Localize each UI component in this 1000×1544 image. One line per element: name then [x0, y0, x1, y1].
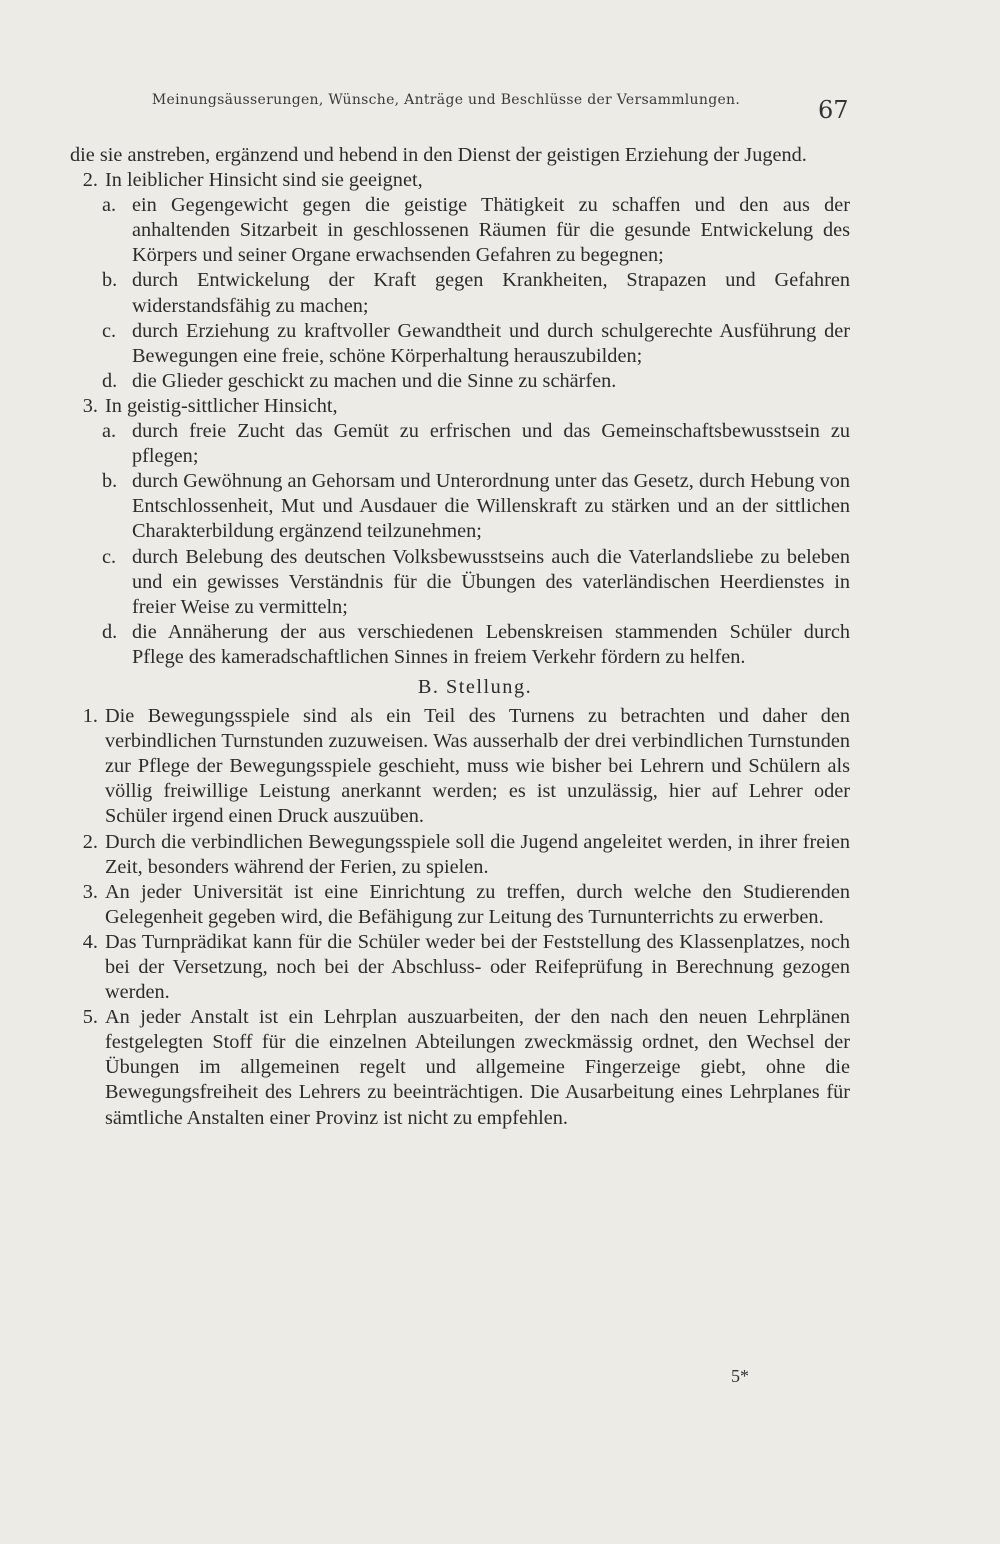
sub-item: [70, 319, 850, 369]
item-text: die Glieder geschickt zu machen und die Sinne zu schärfen.: [132, 369, 617, 392]
item-marker: a.: [102, 194, 117, 217]
item-text: Das Turnprädikat kann für die Schüler weder bei der Feststellung des Klassenplatzes, noch bei der Versetzung, noch bei der Abschluss- oder Reifeprüfung in Berechnung gezogen werden.: [105, 930, 850, 1004]
item-marker: d.: [102, 369, 118, 392]
item-text: In leiblicher Hinsicht sind sie geeignet,: [105, 169, 423, 192]
body-text: [70, 143, 850, 1131]
item-text: die Annäherung der aus verschiedenen Lebenskreisen stammenden Schüler durch Pflege des kameradschaftlichen Sinnes in freiem Verkehr fördern zu helfen.: [132, 620, 850, 668]
numbered-item: [70, 394, 850, 419]
numbered-item: [70, 880, 850, 930]
item-text: Die Bewegungsspiele sind als ein Teil des Turnens zu betrachten und daher den verbindlichen Turnstunden zuzuweisen. Was ausserhalb der drei verbindlichen Turnstunden zur Pflege der Bewegungsspiele geschieht, muss wie bisher bei Lehrern und Schülern als völlig freiwillige Leistung anerkannt werden; es ist unzulässig, hier auf Lehrer oder Schüler irgend einen Druck auszuüben.: [105, 705, 850, 828]
item-marker: 2.: [82, 830, 98, 853]
item-marker: 2.: [82, 169, 98, 192]
sub-item: [70, 268, 850, 318]
item-text: In geistig-sittlicher Hinsicht,: [105, 394, 338, 417]
numbered-item: [70, 168, 850, 193]
item-marker: 1.: [82, 705, 98, 728]
sub-item: [70, 193, 850, 268]
item-marker: c.: [102, 545, 117, 568]
sub-item: [70, 620, 850, 670]
numbered-item: [70, 1005, 850, 1130]
item-marker: d.: [102, 620, 118, 643]
item-marker: b.: [102, 269, 118, 292]
sub-item: [70, 419, 850, 469]
paragraph-continuation: [70, 143, 850, 168]
sub-item: [70, 545, 850, 620]
item-text: Durch die verbindlichen Bewegungsspiele soll die Jugend angeleitet werden, in ihrer freien Zeit, besonders während der Ferien, zu spielen.: [105, 830, 850, 878]
item-text: An jeder Universität ist eine Einrichtung zu treffen, durch welche den Studierenden Gelegenheit gegeben wird, die Befähigung zur Leitung des Turnunterrichts zu erwerben.: [105, 880, 850, 928]
item-text: durch freie Zucht das Gemüt zu erfrischen und das Gemeinschaftsbewusstsein zu pflegen;: [132, 420, 850, 468]
numbered-item: [70, 830, 850, 880]
item-marker: 3.: [82, 880, 98, 903]
item-text: durch Entwickelung der Kraft gegen Krankheiten, Strapazen und Gefahren widerstandsfähig zu machen;: [132, 269, 850, 317]
sub-item: [70, 469, 850, 544]
item-text: die sie anstreben, ergänzend und hebend in den Dienst der geistigen Erziehung der Jugend.: [70, 144, 807, 166]
numbered-item: [70, 930, 850, 1005]
item-marker: c.: [102, 319, 117, 342]
sub-item: [70, 369, 850, 394]
signature-mark: 5*: [731, 1366, 749, 1386]
item-text: An jeder Anstalt ist ein Lehrplan auszuarbeiten, der den nach den neuen Lehrplänen festgelegten Stoff für die einzelnen Abteilungen zweckmässig ordnet, den Wechsel der Übungen im allgemeinen regelt und allgemeine Fingerzeige giebt, ohne die Bewegungsfreiheit des Lehrers zu beeinträchtigen. Die Ausarbeitung eines Lehrplanes für sämtliche Anstalten einer Provinz ist nicht zu empfehlen.: [105, 1006, 850, 1129]
section-heading: B. Stellung.: [417, 675, 533, 698]
running-title: Meinungsäusserungen, Wünsche, Anträge und Beschlüsse der Versammlungen.: [151, 92, 741, 108]
item-text: ein Gegengewicht gegen die geistige Thätigkeit zu schaffen und den aus der anhaltenden Sitzarbeit in geschlossenen Räumen für die gesunde Entwickelung des Körpers und seiner Organe erwachsenden Gefahren zu begegnen;: [132, 194, 850, 267]
page-number: 67: [818, 96, 849, 124]
numbered-item: [70, 704, 850, 829]
item-text: durch Gewöhnung an Gehorsam und Unterordnung unter das Gesetz, durch Hebung von Entschlossenheit, Mut und Ausdauer die Willenskraft zu stärken und an der sittlichen Charakterbildung ergänzend teilzunehmen;: [132, 470, 850, 543]
item-marker: 4.: [82, 930, 98, 953]
item-marker: b.: [102, 470, 118, 493]
item-text: durch Erziehung zu kraftvoller Gewandtheit und durch schulgerechte Ausführung der Bewegungen eine freie, schöne Körperhaltung herauszubilden;: [132, 319, 850, 367]
item-marker: a.: [102, 420, 117, 443]
item-text: durch Belebung des deutschen Volksbewusstseins auch die Vaterlandsliebe zu beleben und ein gewisses Verständnis für die Übungen des vaterländischen Heerdienstes in freier Weise zu vermitteln;: [132, 545, 850, 618]
item-marker: 5.: [82, 1006, 98, 1029]
item-marker: 3.: [82, 394, 98, 417]
